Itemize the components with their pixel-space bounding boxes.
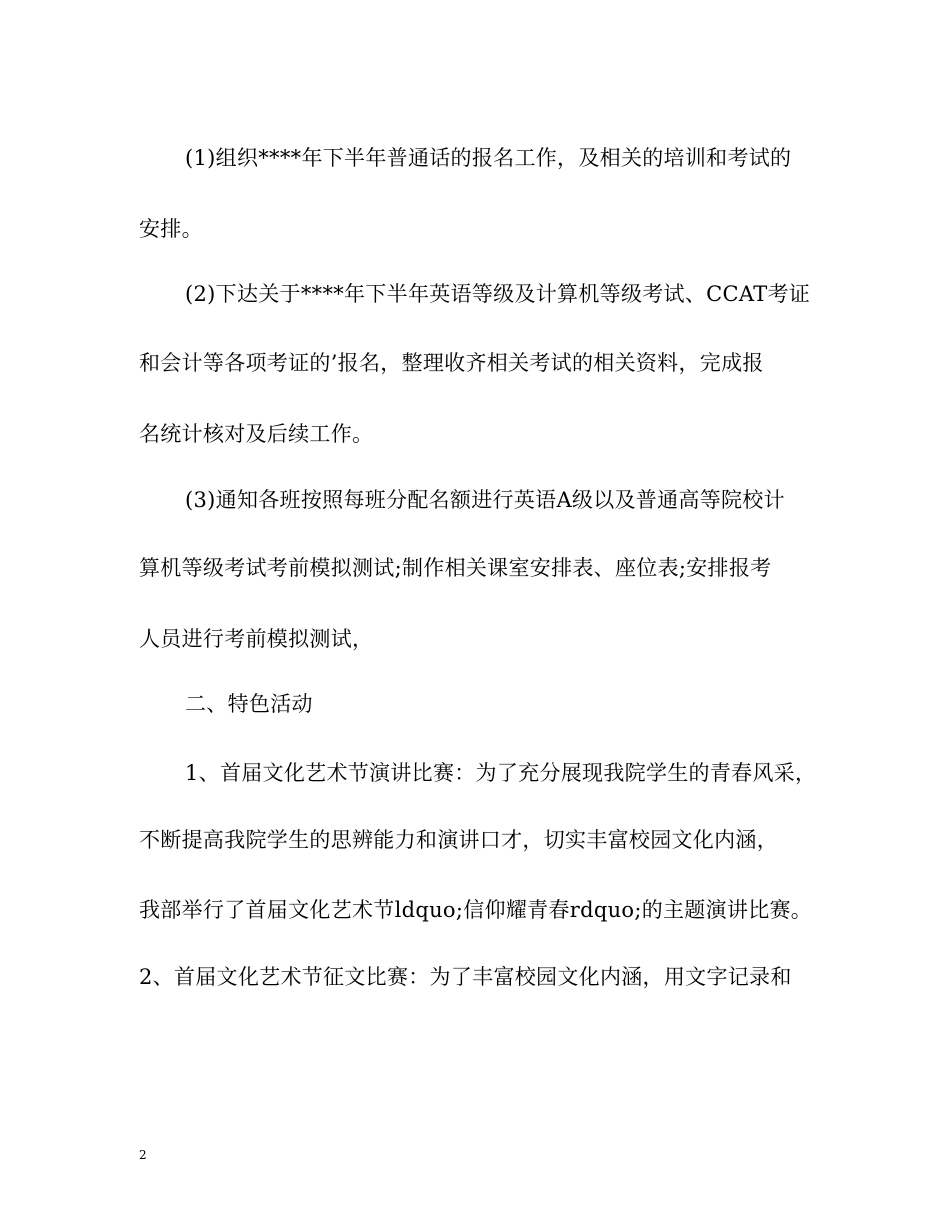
paragraph-line: 1、首届文化艺术节演讲比赛：为了充分展现我院学生的青春风采， bbox=[185, 761, 817, 785]
paragraph-line: (2)下达关于****年下半年英语等级及计算机等级考试、CCAT考证 bbox=[185, 282, 811, 306]
paragraph-line: 安排。 bbox=[139, 217, 203, 241]
paragraph-line: 算机等级考试考前模拟测试;制作相关课室安排表、座位表;安排报考 bbox=[139, 556, 772, 580]
paragraph-line: 2、首届文化艺术节征文比赛：为了丰富校园文化内涵，用文字记录和 bbox=[139, 965, 792, 989]
paragraph-line: (1)组织****年下半年普通话的报名工作，及相关的培训和考试的 bbox=[185, 146, 792, 170]
paragraph-line: 不断提高我院学生的思辨能力和演讲口才，切实丰富校园文化内涵， bbox=[139, 828, 778, 852]
paragraph-line: 和会计等各项考证的’报名，整理收齐相关考试的相关资料，完成报 bbox=[139, 351, 764, 375]
paragraph-line: 人员进行考前模拟测试， bbox=[139, 627, 374, 651]
paragraph-line: 名统计核对及后续工作。 bbox=[139, 422, 374, 446]
page-number: 2 bbox=[139, 1148, 147, 1162]
paragraph-line: 我部举行了首届文化艺术节ldquo;信仰耀青春rdquo;的主题演讲比赛。 bbox=[139, 898, 813, 922]
section-heading: 二、特色活动 bbox=[185, 692, 313, 716]
paragraph-line: (3)通知各班按照每班分配名额进行英语A级以及普通高等院校计 bbox=[185, 488, 785, 512]
